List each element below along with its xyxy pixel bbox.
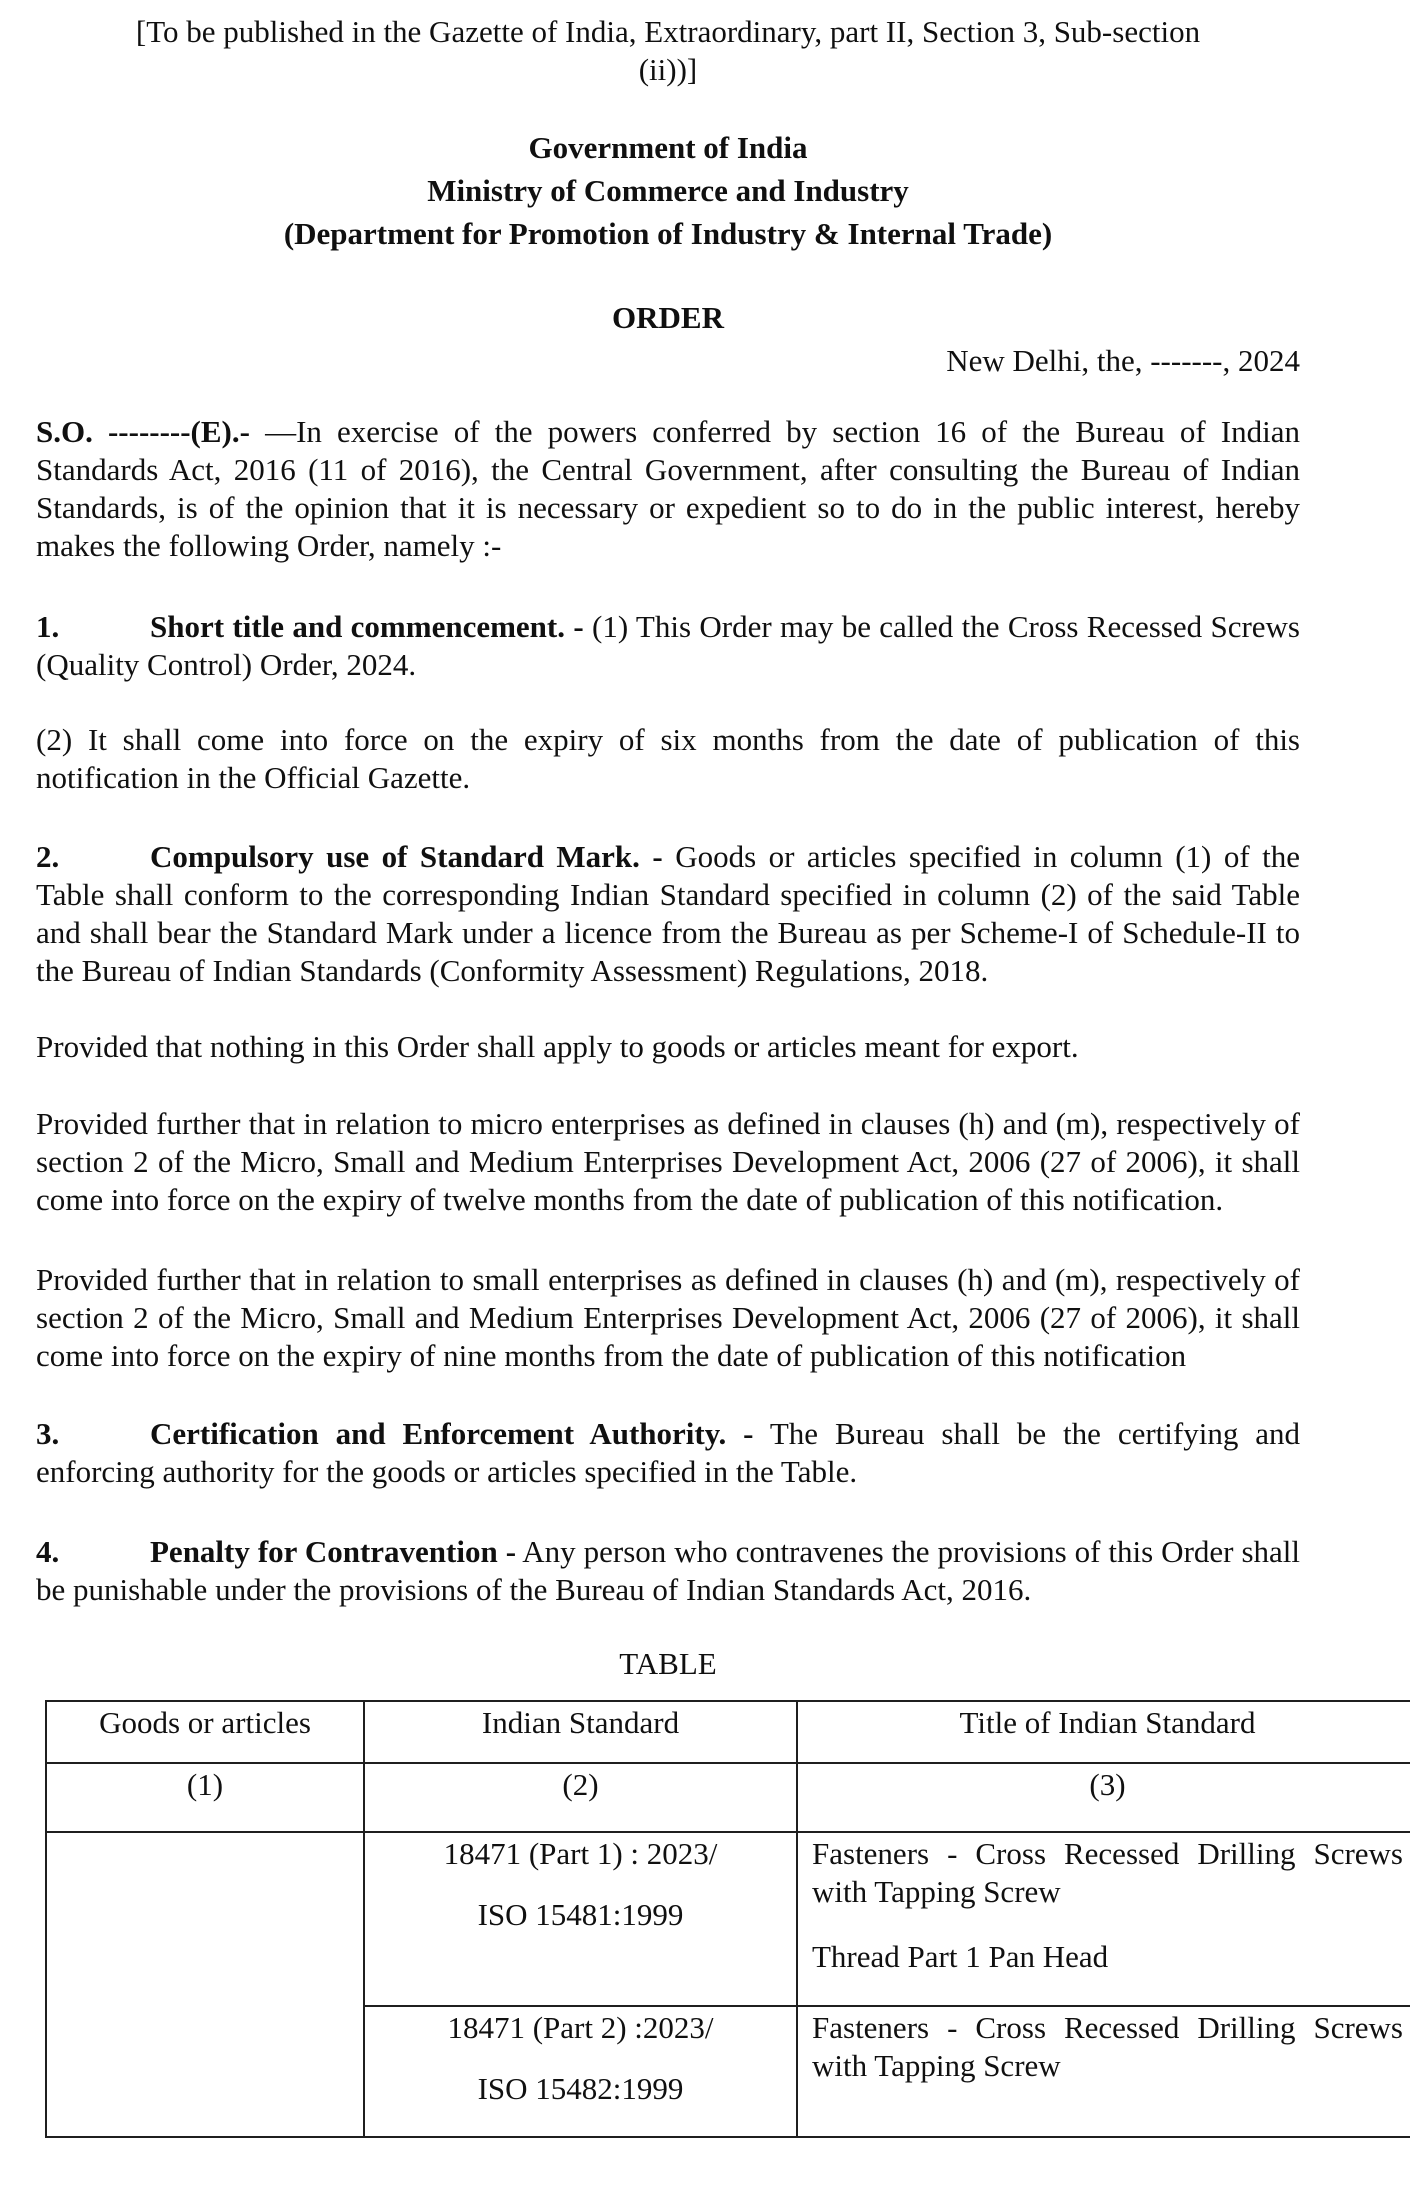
proviso-micro-enterprises-paragraph: Provided further that in relation to micro enterprises as defined in clauses (h) and (m), respectively of section 2 of the Micro, Small and Medium Enterprises Development Act, 2006 (27 of 2006), it shall come into force on the expiry of twelve months from the date of publication of this notification. — [36, 1106, 1300, 1217]
gazette-publication-note-line2: (ii))] — [638, 52, 698, 87]
org-heading-block — [36, 126, 1300, 255]
standards-table — [45, 1700, 1410, 2138]
standard-iso-part1: ISO 15481:1999 — [477, 1897, 684, 1932]
header-cell-goods: Goods or articles — [46, 1701, 364, 1763]
section-4-paragraph — [36, 1533, 1300, 1609]
title-thread-part1: Thread Part 1 Pan Head — [812, 1939, 1109, 1974]
section-2-title: Compulsory use of Standard Mark. - — [150, 839, 663, 874]
dateline: New Delhi, the, -------, 2024 — [946, 343, 1300, 378]
header-cell-indian-standard: Indian Standard — [364, 1701, 797, 1763]
goods-cell-empty — [46, 1832, 364, 2137]
standard-iso-part2: ISO 15482:1999 — [477, 2071, 684, 2106]
so-body-text: —In exercise of the powers conferred by section 16 of the Bureau of Indian Standards Act, 2016 (11 of 2016), the Central Government, after consulting the Bureau of Indian Standards, is of the opinion that it is necessary or expedient so to do in the public interest, hereby makes the following Order, namely :- — [36, 414, 1301, 563]
column-number-cell-3: (3) — [797, 1763, 1410, 1832]
so-number-lead: S.O. --------(E).- — [36, 414, 250, 449]
proviso-small-enterprises-paragraph: Provided further that in relation to small enterprises as defined in clauses (h) and (m), respectively of section 2 of the Micro, Small and Medium Enterprises Development Act, 2006 (27 of 2006), it shall come into force on the expiry of nine months from the date of publication of this notification — [36, 1262, 1300, 1373]
header-cell-title-of-standard: Title of Indian Standard — [797, 1701, 1410, 1763]
table-title: TABLE — [619, 1646, 717, 1681]
title-cell-part2 — [797, 2006, 1410, 2137]
section-1-clause-2-paragraph: (2) It shall come into force on the expiry of six months from the date of publication of this notification in the Official Gazette. — [36, 722, 1300, 795]
standard-cell-part2 — [364, 2006, 797, 2137]
section-2-paragraph — [36, 838, 1300, 990]
table-row-part1 — [46, 1832, 1410, 2006]
org-government-line: Government of India — [528, 130, 808, 165]
standard-number-part2: 18471 (Part 2) :2023/ — [447, 2010, 714, 2045]
section-4-number: 4. — [36, 1534, 60, 1569]
column-number-cell-2: (2) — [364, 1763, 797, 1832]
section-4-title: Penalty for Contravention - — [150, 1534, 517, 1569]
org-department-line: (Department for Promotion of Industry & Internal Trade) — [283, 216, 1053, 251]
table-header-row — [46, 1701, 1410, 1763]
section-1-body: (1) This Order may be called the Cross Recessed Screws (Quality Control) Order, 2024. — [36, 609, 1300, 682]
table-column-number-row — [46, 1763, 1410, 1832]
title-text-part2: Fasteners - Cross Recessed Drilling Screws with Tapping Screw — [812, 2010, 1403, 2083]
standard-number-part1: 18471 (Part 1) : 2023/ — [443, 1836, 718, 1871]
title-cell-part1 — [797, 1832, 1410, 2006]
section-4-body: Any person who contravenes the provisions of this Order shall be punishable under the provisions of the Bureau of Indian Standards Act, 2016. — [36, 1534, 1300, 1607]
proviso-export-paragraph: Provided that nothing in this Order shall apply to goods or articles meant for export. — [36, 1029, 1079, 1064]
column-number-cell-1: (1) — [46, 1763, 364, 1832]
section-3-body: The Bureau shall be the certifying and enforcing authority for the goods or articles specified in the Table. — [36, 1416, 1300, 1489]
so-opening-paragraph — [36, 413, 1300, 565]
section-1-number: 1. — [36, 609, 60, 644]
title-text-part1: Fasteners - Cross Recessed Drilling Screws with Tapping Screw — [812, 1836, 1403, 1909]
org-ministry-line: Ministry of Commerce and Industry — [427, 173, 909, 208]
section-1-paragraph — [36, 608, 1300, 684]
section-3-paragraph — [36, 1415, 1300, 1491]
section-2-body: Goods or articles specified in column (1) of the Table shall conform to the corresponding Indian Standard specified in column (2) of the said Table and shall bear the Standard Mark under a licence from the Bureau as per Scheme-I of Schedule-II to the Bureau of Indian Standards (Conformity Assessment) Regulations, 2018. — [36, 839, 1301, 988]
gazette-publication-note-line1: [To be published in the Gazette of India, Extraordinary, part II, Section 3, Sub-section — [135, 14, 1201, 49]
section-3-title: Certification and Enforcement Authority. - — [150, 1416, 754, 1451]
standard-cell-part1 — [364, 1832, 797, 2006]
section-2-number: 2. — [36, 839, 60, 874]
order-heading: ORDER — [612, 300, 724, 335]
section-3-number: 3. — [36, 1416, 60, 1451]
section-1-title: Short title and commencement. - — [150, 609, 584, 644]
